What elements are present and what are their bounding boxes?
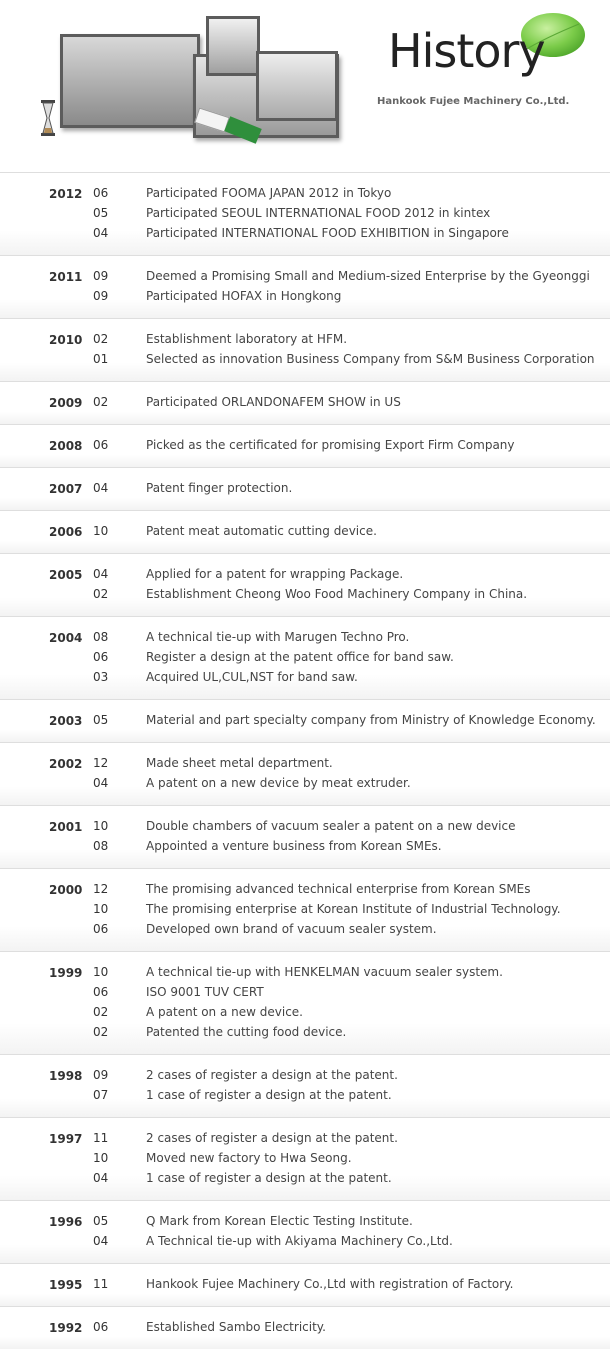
year-label: 1999	[49, 966, 83, 980]
list-item	[0, 982, 610, 1002]
month-label: 02	[93, 395, 109, 409]
event-description: Developed own brand of vacuum sealer system.	[146, 922, 437, 936]
event-description: A technical tie-up with Marugen Techno Pro.	[146, 630, 410, 644]
month-label: 04	[93, 776, 109, 790]
event-description: A patent on a new device by meat extruder.	[146, 776, 411, 790]
list-item	[0, 329, 610, 349]
year-label: 2007	[49, 482, 83, 496]
portrait-photo	[206, 16, 260, 76]
list-item	[0, 349, 610, 369]
event-description: Selected as innovation Business Company from S&M Business Corporation	[146, 352, 595, 366]
event-description: Register a design at the patent office for band saw.	[146, 650, 454, 664]
list-item	[0, 1274, 610, 1294]
year-label: 2008	[49, 439, 83, 453]
month-label: 10	[93, 524, 109, 538]
year-label: 2001	[49, 820, 83, 834]
month-label: 11	[93, 1277, 109, 1291]
month-label: 06	[93, 922, 109, 936]
event-description: Patented the cutting food device.	[146, 1025, 347, 1039]
month-label: 05	[93, 1214, 109, 1228]
list-item	[0, 627, 610, 647]
month-label: 04	[93, 1234, 109, 1248]
entry-list	[0, 173, 610, 243]
month-label: 10	[93, 1151, 109, 1165]
year-label: 2000	[49, 883, 83, 897]
month-label: 04	[93, 1171, 109, 1185]
timeline-row	[0, 742, 610, 805]
year-label: 2002	[49, 757, 83, 771]
timeline-row	[0, 1306, 610, 1349]
year-label: 1995	[49, 1278, 83, 1292]
month-label: 09	[93, 1068, 109, 1082]
month-label: 06	[93, 985, 109, 999]
month-label: 12	[93, 882, 109, 896]
list-item	[0, 584, 610, 604]
list-item	[0, 521, 610, 541]
event-description: Picked as the certificated for promising Export Firm Company	[146, 438, 515, 452]
month-label: 02	[93, 1005, 109, 1019]
month-label: 05	[93, 713, 109, 727]
event-description: The promising enterprise at Korean Institute of Industrial Technology.	[146, 902, 561, 916]
event-description: Patent finger protection.	[146, 481, 293, 495]
list-item	[0, 286, 610, 306]
year-label: 2010	[49, 333, 83, 347]
event-description: Appointed a venture business from Korean SMEs.	[146, 839, 442, 853]
timeline-row	[0, 1054, 610, 1117]
event-description: Moved new factory to Hwa Seong.	[146, 1151, 352, 1165]
timeline-row	[0, 510, 610, 553]
entry-list	[0, 869, 610, 939]
event-description: Participated INTERNATIONAL FOOD EXHIBITION in Singapore	[146, 226, 509, 240]
entry-list	[0, 425, 610, 455]
timeline-row	[0, 805, 610, 868]
entry-list	[0, 511, 610, 541]
year-label: 2003	[49, 714, 83, 728]
month-label: 05	[93, 206, 109, 220]
list-item	[0, 183, 610, 203]
timeline-row	[0, 255, 610, 318]
month-label: 04	[93, 567, 109, 581]
year-label: 2011	[49, 270, 83, 284]
event-description: Participated FOOMA JAPAN 2012 in Tokyo	[146, 186, 392, 200]
event-description: Deemed a Promising Small and Medium-sized Enterprise by the Gyeonggi	[146, 269, 590, 283]
event-description: Participated SEOUL INTERNATIONAL FOOD 2012 in kintex	[146, 206, 491, 220]
month-label: 07	[93, 1088, 109, 1102]
list-item	[0, 478, 610, 498]
timeline-row	[0, 616, 610, 699]
event-description: Material and part specialty company from Ministry of Knowledge Economy.	[146, 713, 596, 727]
list-item	[0, 667, 610, 687]
list-item	[0, 753, 610, 773]
year-label: 2004	[49, 631, 83, 645]
timeline-row	[0, 868, 610, 951]
entry-list	[0, 617, 610, 687]
list-item	[0, 1211, 610, 1231]
timeline-row	[0, 172, 610, 255]
month-label: 06	[93, 438, 109, 452]
entry-list	[0, 319, 610, 369]
list-item	[0, 266, 610, 286]
month-label: 04	[93, 226, 109, 240]
list-item	[0, 836, 610, 856]
timeline-row	[0, 699, 610, 742]
event-description: A technical tie-up with HENKELMAN vacuum sealer system.	[146, 965, 503, 979]
event-description: The promising advanced technical enterprise from Korean SMEs	[146, 882, 531, 896]
year-label: 2009	[49, 396, 83, 410]
month-label: 08	[93, 630, 109, 644]
factory-photo	[60, 34, 200, 128]
month-label: 10	[93, 965, 109, 979]
timeline-row	[0, 467, 610, 510]
event-description: 2 cases of register a design at the patent.	[146, 1131, 398, 1145]
month-label: 06	[93, 1320, 109, 1334]
entry-list	[0, 468, 610, 498]
month-label: 10	[93, 902, 109, 916]
event-description: Patent meat automatic cutting device.	[146, 524, 377, 538]
list-item	[0, 435, 610, 455]
list-item	[0, 919, 610, 939]
entry-list	[0, 382, 610, 412]
list-item	[0, 1002, 610, 1022]
year-label: 2006	[49, 525, 83, 539]
year-label: 2012	[49, 187, 83, 201]
year-label: 1997	[49, 1132, 83, 1146]
list-item	[0, 223, 610, 243]
history-timeline	[0, 172, 610, 1349]
event-description: 2 cases of register a design at the patent.	[146, 1068, 398, 1082]
list-item	[0, 1148, 610, 1168]
event-description: ISO 9001 TUV CERT	[146, 985, 264, 999]
year-label: 1992	[49, 1321, 83, 1335]
month-label: 10	[93, 819, 109, 833]
month-label: 03	[93, 670, 109, 684]
list-item	[0, 1231, 610, 1251]
event-description: A patent on a new device.	[146, 1005, 303, 1019]
event-description: Establishment laboratory at HFM.	[146, 332, 348, 346]
list-item	[0, 392, 610, 412]
list-item	[0, 773, 610, 793]
list-item	[0, 879, 610, 899]
timeline-row	[0, 1200, 610, 1263]
event-description: Acquired UL,CUL,NST for band saw.	[146, 670, 358, 684]
list-item	[0, 564, 610, 584]
list-item	[0, 1065, 610, 1085]
event-description: Participated ORLANDONAFEM SHOW in US	[146, 395, 401, 409]
timeline-row	[0, 1263, 610, 1306]
month-label: 06	[93, 650, 109, 664]
entry-list	[0, 1307, 610, 1337]
company-name: Hankook Fujee Machinery Co.,Ltd.	[377, 96, 570, 107]
month-label: 09	[93, 289, 109, 303]
list-item	[0, 1085, 610, 1105]
event-description: Applied for a patent for wrapping Package.	[146, 567, 404, 581]
month-label: 01	[93, 352, 109, 366]
entry-list	[0, 256, 610, 306]
list-item	[0, 1317, 610, 1337]
entry-list	[0, 1118, 610, 1188]
page-header	[0, 0, 610, 170]
entry-list	[0, 554, 610, 604]
month-label: 09	[93, 269, 109, 283]
entry-list	[0, 743, 610, 793]
month-label: 06	[93, 186, 109, 200]
event-description: 1 case of register a design at the patent.	[146, 1088, 392, 1102]
month-label: 02	[93, 332, 109, 346]
timeline-row	[0, 553, 610, 616]
event-description: Q Mark from Korean Electic Testing Institute.	[146, 1214, 413, 1228]
event-description: Participated HOFAX in Hongkong	[146, 289, 342, 303]
entry-list	[0, 952, 610, 1042]
timeline-row	[0, 381, 610, 424]
year-label: 2005	[49, 568, 83, 582]
entry-list	[0, 1055, 610, 1105]
month-label: 08	[93, 839, 109, 853]
list-item	[0, 1168, 610, 1188]
year-label: 1996	[49, 1215, 83, 1229]
month-label: 02	[93, 587, 109, 601]
timeline-row	[0, 1117, 610, 1200]
list-item	[0, 1022, 610, 1042]
timeline-row	[0, 318, 610, 381]
list-item	[0, 647, 610, 667]
event-description: 1 case of register a design at the patent.	[146, 1171, 392, 1185]
month-label: 11	[93, 1131, 109, 1145]
event-description: Hankook Fujee Machinery Co.,Ltd with registration of Factory.	[146, 1277, 514, 1291]
list-item	[0, 816, 610, 836]
event-description: A Technical tie-up with Akiyama Machinery Co.,Ltd.	[146, 1234, 453, 1248]
timeline-row	[0, 424, 610, 467]
list-item	[0, 899, 610, 919]
list-item	[0, 710, 610, 730]
event-description: Established Sambo Electricity.	[146, 1320, 326, 1334]
month-label: 04	[93, 481, 109, 495]
month-label: 02	[93, 1025, 109, 1039]
entry-list	[0, 1201, 610, 1251]
entry-list	[0, 1264, 610, 1294]
list-item	[0, 203, 610, 223]
entry-list	[0, 806, 610, 856]
event-description: Double chambers of vacuum sealer a patent on a new device	[146, 819, 516, 833]
event-description: Establishment Cheong Woo Food Machinery Company in China.	[146, 587, 528, 601]
page-title: History	[388, 24, 545, 78]
list-item	[0, 962, 610, 982]
entry-list	[0, 700, 610, 730]
timeline-row	[0, 951, 610, 1054]
workers-photo	[256, 51, 338, 121]
event-description: Made sheet metal department.	[146, 756, 333, 770]
hourglass-icon	[40, 100, 56, 136]
year-label: 1998	[49, 1069, 83, 1083]
list-item	[0, 1128, 610, 1148]
month-label: 12	[93, 756, 109, 770]
